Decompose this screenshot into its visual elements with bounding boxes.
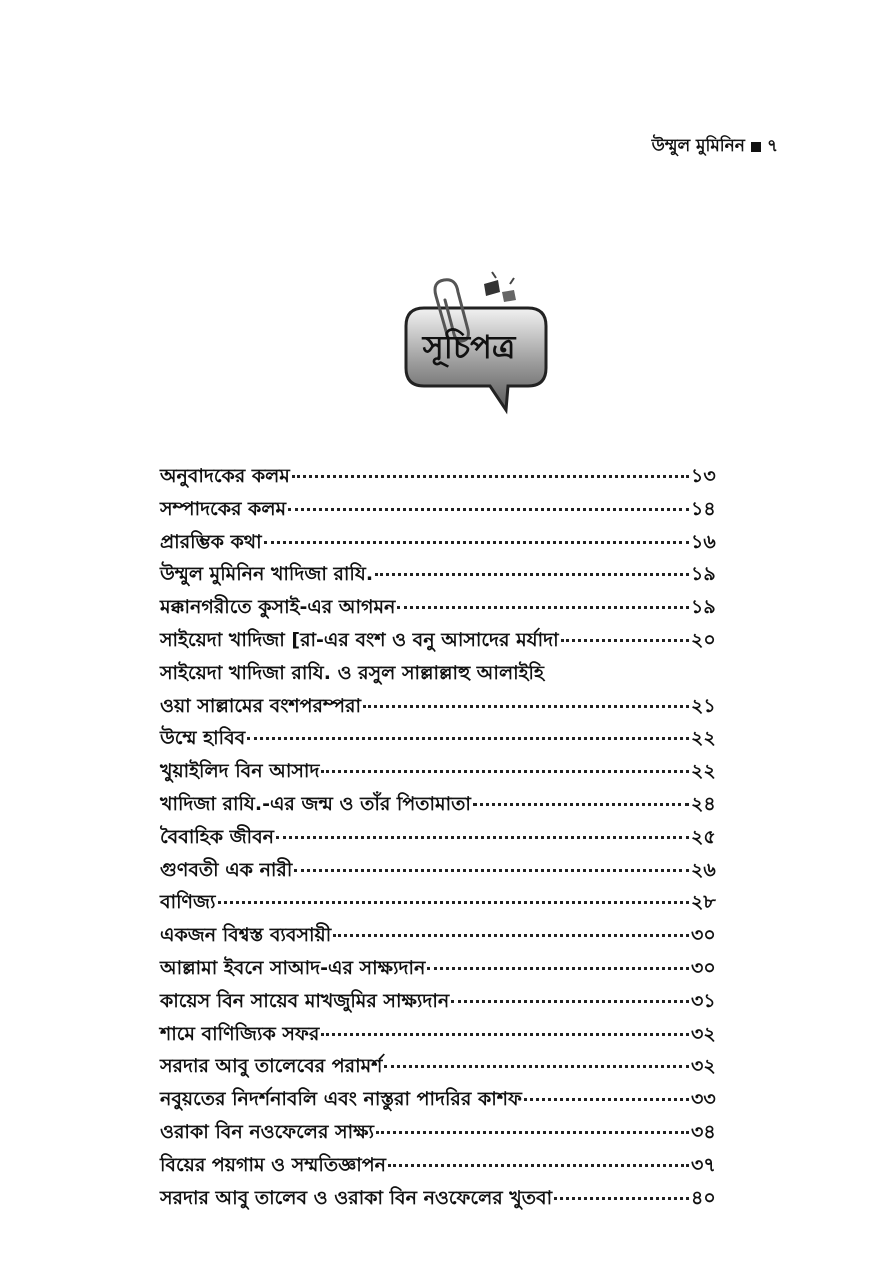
toc-entry-page: ৩০: [691, 924, 716, 947]
toc-entry-page: ২০: [691, 628, 716, 651]
toc-entry-page: ৩৪: [691, 1120, 716, 1143]
dot-leader: [554, 1197, 689, 1200]
toc-entry-page: ২২: [691, 760, 716, 783]
toc-entry-title: সম্পাদকের কলম: [160, 497, 287, 520]
toc-entry: [160, 823, 725, 856]
dot-leader: [561, 639, 689, 642]
toc-entry: [160, 856, 725, 889]
toc-entry-page: ১৩: [691, 465, 716, 487]
toc-entry: [160, 757, 725, 790]
toc-entry: [160, 528, 725, 561]
page-number: ৭: [766, 136, 778, 156]
toc-entry: [160, 1052, 725, 1085]
toc-entry-title: সাইয়েদা খাদিজা রাযি. ও রসুল সাল্লাল্লাহু আলাইহি: [160, 661, 544, 684]
toc-entry-title: বাণিজ্য: [160, 891, 216, 914]
toc-entry-title: প্রারম্ভিক কথা: [160, 530, 262, 553]
dot-leader: [376, 1131, 689, 1134]
toc-entry-page: ৩৭: [691, 1153, 716, 1176]
table-of-contents: [160, 462, 725, 1216]
dot-leader: [473, 803, 689, 806]
toc-entry: [160, 626, 725, 659]
toc-entry-page: ৪০: [691, 1186, 716, 1209]
separator-square-icon: [751, 142, 761, 152]
toc-entry: [160, 495, 725, 528]
dot-leader: [451, 1000, 689, 1003]
toc-entry-page: ১৪: [691, 497, 716, 520]
dot-leader: [264, 541, 689, 544]
toc-entry-title: সরদার আবু তালেব ও ওরাকা বিন নওফেলের খুতবা: [160, 1186, 553, 1209]
toc-entry: [160, 1118, 725, 1151]
dot-leader: [294, 869, 689, 872]
dot-leader: [397, 606, 689, 609]
toc-entry: [160, 560, 725, 593]
dot-leader: [247, 737, 689, 740]
toc-entry-page: ২৮: [691, 891, 716, 914]
toc-entry-title: সাইয়েদা খাদিজা [রা-এর বংশ ও বনু আসাদের মর্যাদা: [160, 628, 559, 651]
toc-entry-title: খুয়াইলিদ বিন আসাদ: [160, 760, 320, 783]
toc-entry-page: ১৬: [691, 530, 716, 553]
toc-entry-page: ২১: [691, 694, 716, 717]
dot-leader: [292, 475, 689, 478]
dot-leader: [321, 1033, 689, 1036]
toc-entry: [160, 921, 725, 954]
toc-entry-title: সরদার আবু তালেবের পরামর্শ: [160, 1055, 383, 1078]
toc-entry: [160, 888, 725, 921]
contents-badge: [398, 268, 558, 418]
toc-entry-page: ২৫: [691, 825, 716, 848]
dot-leader: [375, 573, 689, 576]
dot-leader: [427, 967, 689, 970]
toc-entry: [160, 692, 725, 725]
dot-leader: [384, 1065, 689, 1068]
dot-leader: [363, 705, 689, 708]
dot-leader: [218, 901, 689, 904]
dot-leader: [333, 934, 689, 937]
toc-entry-page: ৩২: [691, 1055, 716, 1078]
toc-entry-page: ১৯: [691, 596, 716, 619]
toc-entry-title: শামে বাণিজ্যিক সফর: [160, 1022, 320, 1045]
toc-entry-title: মক্কানগরীতে কুসাই-এর আগমন: [160, 596, 396, 619]
dot-leader: [388, 1164, 689, 1167]
toc-entry-page: ১৯: [691, 563, 716, 586]
toc-entry-page: ৩৩: [691, 1088, 716, 1111]
toc-entry: [160, 593, 725, 626]
toc-entry: [160, 987, 725, 1020]
toc-entry-page: ৩১: [691, 989, 716, 1012]
toc-entry-title: নবুয়তের নিদর্শনাবলি এবং নাস্তুরা পাদরির কাশফ: [160, 1088, 522, 1111]
toc-entry: [160, 1151, 725, 1184]
toc-entry-title: ওয়া সাল্লামের বংশপরম্পরা: [160, 694, 361, 717]
toc-entry: [160, 659, 725, 692]
dot-leader: [524, 1098, 689, 1101]
toc-entry: [160, 1184, 725, 1217]
toc-entry-title: উম্মুল মুমিনিন খাদিজা রাযি.: [160, 563, 374, 586]
toc-entry-title: অনুবাদকের কলম: [160, 465, 290, 487]
toc-entry-title: গুণবতী এক নারী: [160, 858, 293, 881]
toc-entry-page: ২৬: [691, 858, 716, 881]
toc-entry: [160, 1020, 725, 1053]
contents-title: সূচিপত্র: [422, 328, 516, 366]
toc-entry-title: আল্লামা ইবনে সাআদ-এর সাক্ষ্যদান: [160, 956, 426, 979]
toc-entry-title: উম্মে হাবিব: [160, 727, 246, 750]
toc-entry: [160, 790, 725, 823]
toc-entry: [160, 462, 725, 495]
toc-entry-title: খাদিজা রাযি.-এর জন্ম ও তাঁর পিতামাতা: [160, 792, 471, 815]
toc-entry-page: ৩০: [691, 956, 716, 979]
toc-entry-title: একজন বিশ্বস্ত ব্যবসায়ী: [160, 924, 332, 947]
toc-entry: [160, 954, 725, 987]
running-header: [652, 133, 778, 161]
toc-entry-page: ২৪: [691, 792, 716, 815]
toc-entry: [160, 724, 725, 757]
dot-leader: [321, 770, 689, 773]
toc-entry: [160, 1085, 725, 1118]
dot-leader: [276, 836, 689, 839]
toc-entry-title: বৈবাহিক জীবন: [160, 825, 275, 848]
toc-entry-title: বিয়ের পয়গাম ও সম্মতিজ্ঞাপন: [160, 1153, 387, 1176]
toc-entry-title: ওরাকা বিন নওফেলের সাক্ষ্য: [160, 1120, 374, 1143]
toc-entry-page: ৩২: [691, 1022, 716, 1045]
toc-entry-page: ২২: [691, 727, 716, 750]
book-title: উম্মুল মুমিনিন: [651, 136, 745, 156]
toc-entry-title: কায়েস বিন সায়েব মাখজুমির সাক্ষ্যদান: [160, 989, 450, 1012]
dot-leader: [288, 508, 689, 511]
